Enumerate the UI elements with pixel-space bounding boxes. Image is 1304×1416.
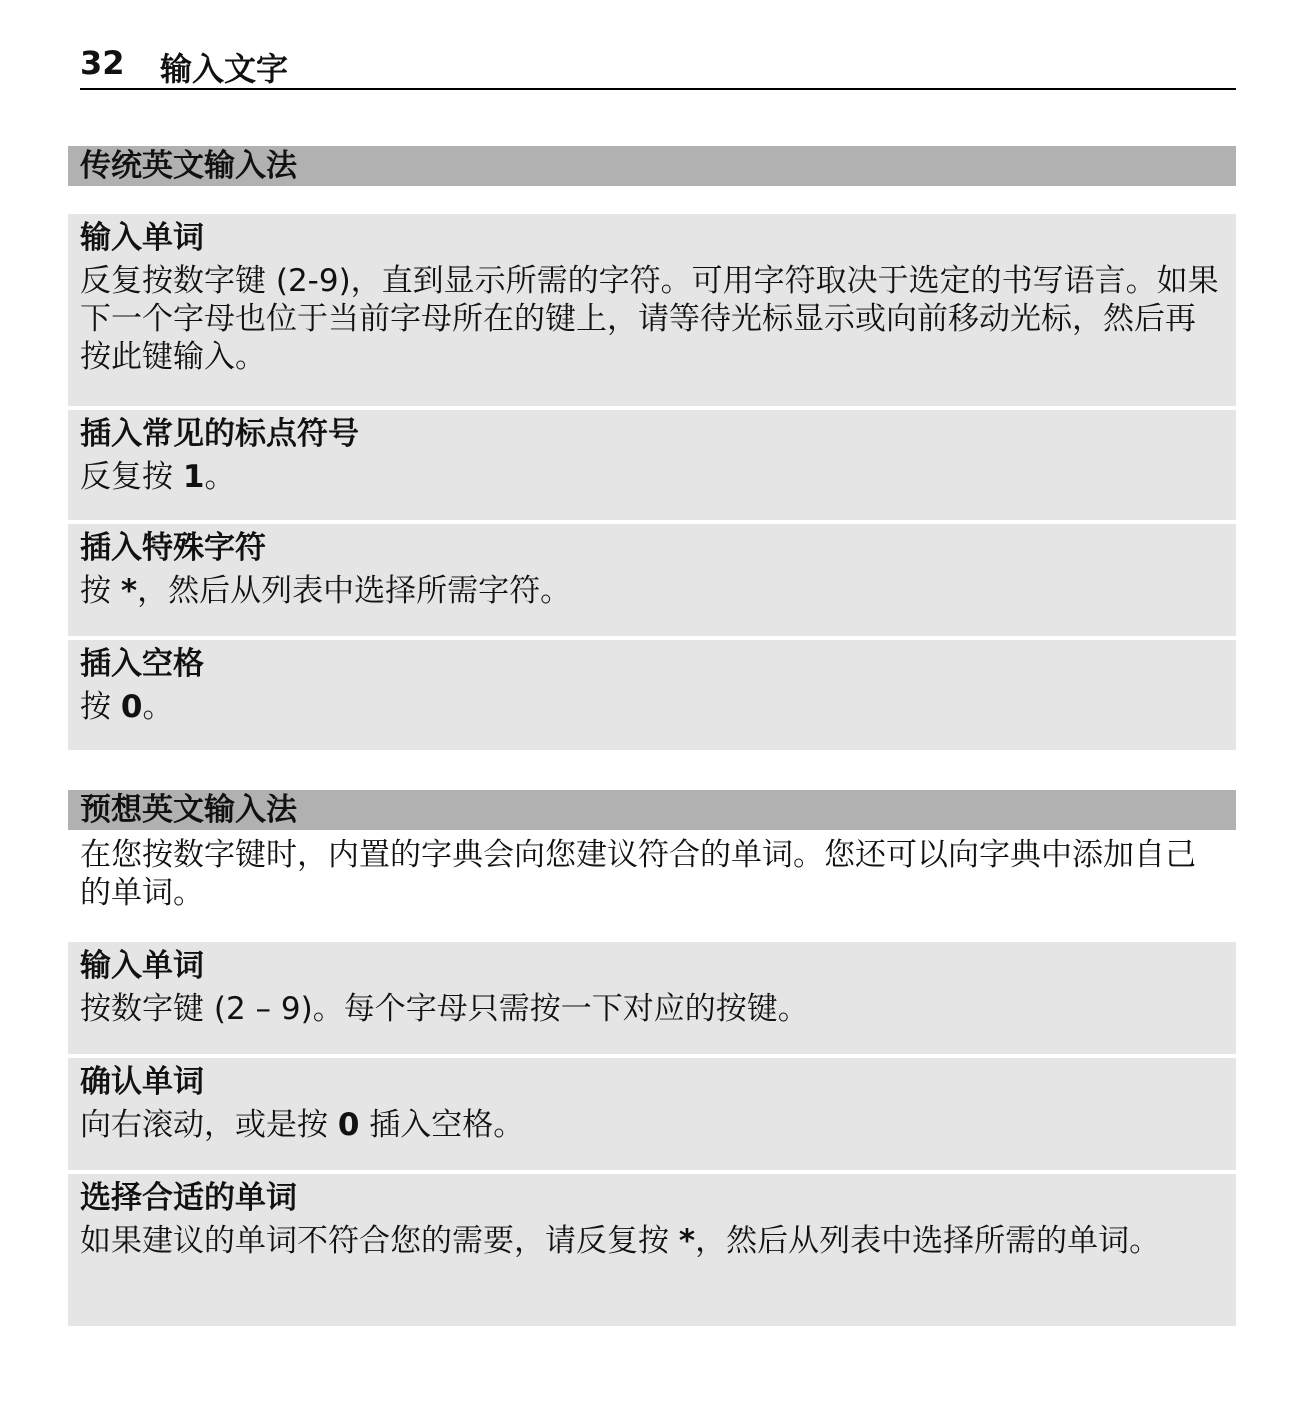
section-title: 预想英文输入法	[68, 790, 1236, 830]
desc-text: 按	[80, 689, 121, 725]
desc-text: 反复按	[80, 459, 183, 495]
desc-text: 。	[142, 689, 174, 725]
key-name: 0	[337, 1107, 360, 1143]
key-name: *	[678, 1223, 696, 1259]
desc-text: 向右滚动，或是按	[80, 1107, 338, 1143]
row-description	[80, 688, 1224, 726]
section-intro: 在您按数字键时，内置的字典会向您建议符合的单词。您还可以向字典中添加自己的单词。	[80, 837, 1196, 911]
row-description: 按数字键 (2 – 9)。每个字母只需按一下对应的按键。	[80, 991, 809, 1027]
chapter-title: 输入文字	[160, 50, 289, 88]
info-row-enter-word	[68, 942, 1236, 1054]
key-name: 1	[182, 459, 205, 495]
row-label: 选择合适的单词	[80, 1180, 297, 1216]
info-row-space	[68, 640, 1236, 750]
row-label: 插入特殊字符	[80, 530, 266, 566]
row-label: 插入空格	[80, 646, 204, 682]
desc-text: 插入空格。	[359, 1107, 525, 1143]
row-label: 输入单词	[80, 948, 204, 984]
predictive-input-section	[68, 790, 1236, 1330]
traditional-input-section	[68, 146, 1236, 754]
desc-text: 按	[80, 573, 121, 609]
row-label: 确认单词	[80, 1064, 204, 1100]
page-number: 32	[80, 44, 125, 82]
row-description	[80, 1106, 1224, 1144]
info-row-enter-word	[68, 214, 1236, 406]
row-description: 反复按数字键 (2-9)，直到显示所需的字符。可用字符取决于选定的书写语言。如果下一个字母也位于当前字母所在的键上，请等待光标显示或向前移动光标，然后再按此键输入。	[80, 263, 1219, 375]
info-row-confirm-word	[68, 1058, 1236, 1170]
desc-text: 如果建议的单词不符合您的需要，请反复按	[80, 1223, 679, 1259]
info-row-punctuation	[68, 410, 1236, 520]
row-label: 输入单词	[80, 220, 204, 256]
row-description	[80, 572, 1224, 610]
row-description	[80, 1222, 1224, 1260]
info-row-select-word	[68, 1174, 1236, 1326]
key-name: 0	[120, 689, 143, 725]
row-label: 插入常见的标点符号	[80, 416, 359, 452]
page-header	[80, 44, 1236, 90]
key-name: *	[120, 573, 138, 609]
desc-text: ，然后从列表中选择所需字符。	[137, 573, 572, 609]
desc-text: 。	[204, 459, 236, 495]
row-description	[80, 458, 1224, 496]
section-title: 传统英文输入法	[68, 146, 1236, 186]
desc-text: ，然后从列表中选择所需的单词。	[695, 1223, 1161, 1259]
info-row-special-chars	[68, 524, 1236, 636]
